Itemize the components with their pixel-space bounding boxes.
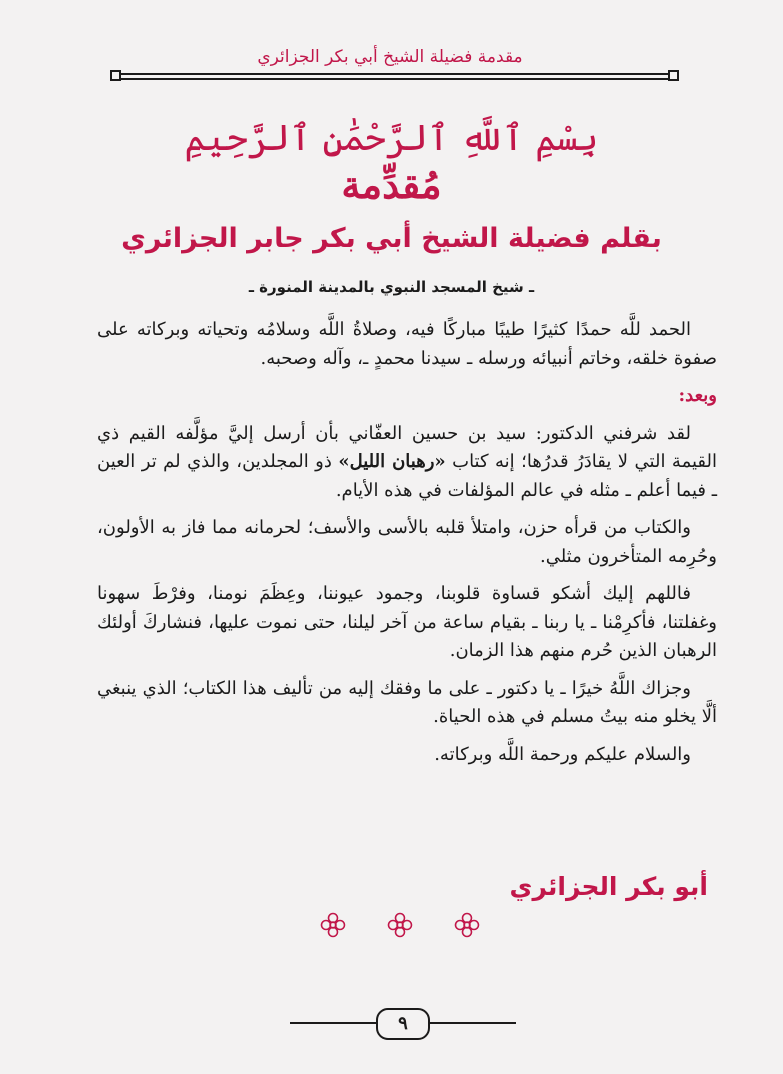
paragraph-supplication: فاللهم إليك أشكو قساوة قلوبنا، وجمود عيوننا، وعِظَمَ نومنا، وفرْطَ سهونا وغفلتنا، فأكرِمْنا ـ يا ربنا ـ بقيام ساعة من آخر ليلنا، حتى نموت عليها، فنشاركَ أولئك الرهبان الذين حُرم منهم هذا الزمان. xyxy=(97,583,717,661)
page-number: ٩ xyxy=(376,1008,430,1040)
running-header: مقدمة فضيلة الشيخ أبي بكر الجزائري xyxy=(257,47,523,67)
author-signature: أبو بكر الجزائري xyxy=(509,872,708,901)
author-byline: بقلم فضيلة الشيخ أبي بكر جابر الجزائري xyxy=(121,223,662,254)
paragraph-book-impact: والكتاب من قرأه حزن، وامتلأ قلبه بالأسى والأسف؛ لحرمانه مما فاز به الأولون، وحُرِمه المتأخرون مثلي. xyxy=(97,517,717,567)
author-subtitle: ـ شيخ المسجد النبوي بالمدينة المنورة ـ xyxy=(248,278,535,296)
flower-ornament-icon xyxy=(320,912,346,938)
paragraph-thanks: وجزاك اللَّهُ خيرًا ـ يا دكتور ـ على ما وفقك إليه من تأليف هذا الكتاب؛ الذي ينبغي ألَّا يخلو منه بيتُ مسلم في هذه الحياة. xyxy=(97,677,717,727)
header-rule-line-top xyxy=(110,73,679,75)
paragraph-praise: الحمد للَّه حمدًا كثيرًا طيبًا مباركًا فيه، وصلاةُ اللَّه وسلامُه وتحياته وبركاته على صفوة خلقه، وخاتم أنبيائه ورسله ـ سيدنا محمدٍ ـ، وآله وصحبه. xyxy=(97,319,717,369)
footer-rule-left xyxy=(290,1022,376,1024)
page-title: مُقدِّمة xyxy=(341,162,442,207)
basmala: بِسْمِ ٱللَّهِ ٱلرَّحْمَٰنِ ٱلرَّحِيمِ xyxy=(184,118,599,159)
flower-ornament-icon xyxy=(454,912,480,938)
paragraph-book-mention xyxy=(97,420,717,506)
paragraph-book-text-2: ذو المجلدين، والذي لم تر العين ـ فيما أعلم ـ مثله في عالم المؤلفات في هذه الأيام. xyxy=(97,451,717,501)
footer-rule-right xyxy=(430,1022,516,1024)
header-rule-square-right xyxy=(668,70,679,81)
header-rule-line-bottom xyxy=(110,78,679,80)
ornament-row xyxy=(320,912,480,942)
header-rule xyxy=(96,68,693,86)
header-rule-square-left xyxy=(110,70,121,81)
paragraph-book-text-1: لقد شرفني الدكتور: سيد بن حسين العفّاني بأن أرسل إليَّ مؤلَّفه القيم ذي القيمة التي لا يقادَرُ قدرُها؛ إنه كتاب xyxy=(97,422,717,472)
flower-ornament-icon xyxy=(387,912,413,938)
paragraph-closing: والسلام عليكم ورحمة اللَّه وبركاته. xyxy=(434,743,691,765)
section-marker: وبعد: xyxy=(678,385,717,406)
book-title: «رهبان الليل» xyxy=(338,451,446,472)
introduction-body xyxy=(97,316,717,778)
